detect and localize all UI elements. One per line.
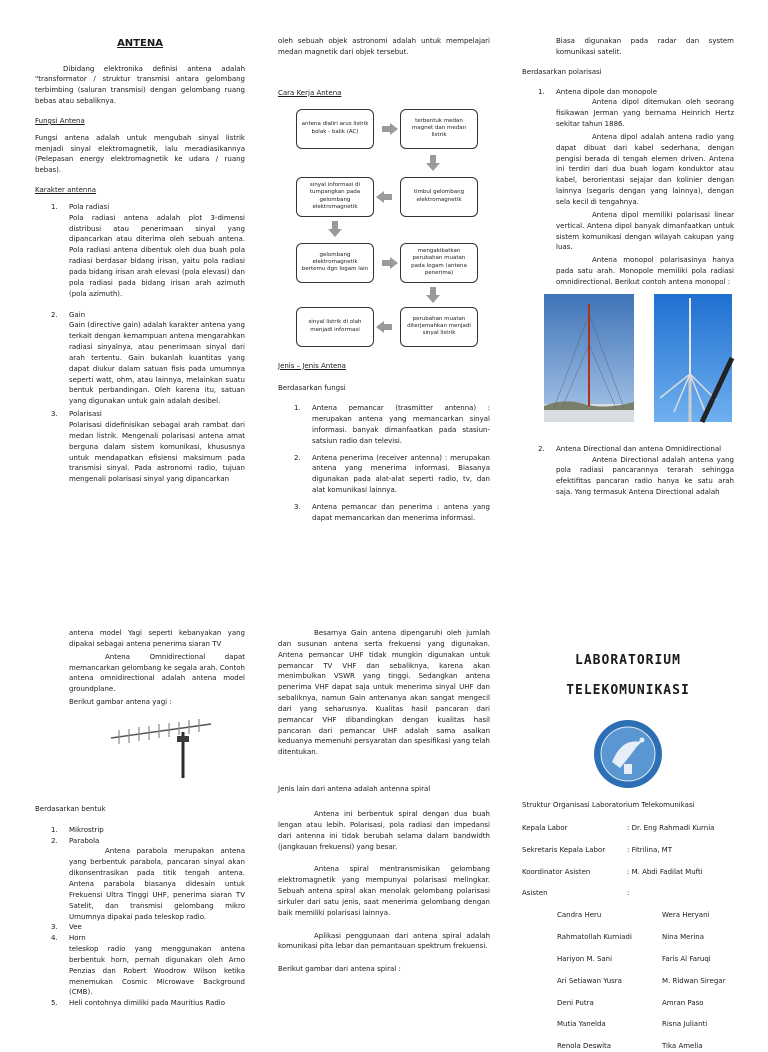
list-item bbox=[35, 310, 245, 408]
lab-title-line-1: LABORATORIUM bbox=[575, 653, 681, 668]
org-person: : M. Abdi Fadilat Mufti bbox=[627, 867, 703, 876]
list-item bbox=[278, 403, 490, 446]
tower-antenna-photo bbox=[544, 294, 634, 422]
arrow-right-icon bbox=[390, 257, 398, 269]
list-item bbox=[278, 502, 490, 524]
list-item-text: Antena parabola merupakan antena yang berbentuk parabola, pancaran sinyal akan dikonsentrasikan pada titik tengah antena. Antena parabola biasanya didesain untuk Frekuensi Ultra Tinggi UHF, penerima siaran TV Satelit, dan transmisi gelombang mikro Umumnya dipakai pada teleskop radio. bbox=[69, 847, 245, 921]
cara-kerja-heading: Cara Kerja Antena bbox=[278, 88, 342, 97]
spiral-paragraph-1: Antena ini berbentuk spiral dengan dua buah lengan atau lebih. Polarisasi, pola radiasi dan impedansi dari antenna ini tidak berubah selama dalam bandwidth (jangkauan frekuensi) yang besar. bbox=[278, 809, 490, 851]
asisten-name: Renola Deswita bbox=[557, 1042, 612, 1051]
karakter-heading: Karakter antenna bbox=[35, 186, 97, 195]
flow-diagram bbox=[278, 105, 490, 337]
list-item-title: Gain bbox=[69, 310, 86, 319]
jenis-heading: Jenis – Jenis Antena bbox=[278, 361, 346, 370]
polarisasi-subheading: Berdasarkan polarisasi bbox=[522, 67, 602, 76]
list-number: 2. bbox=[51, 310, 58, 319]
asisten-name: Mutia Yanelda bbox=[557, 1020, 606, 1029]
org-role: Koordinator Asisten bbox=[522, 867, 591, 876]
lab-logo bbox=[592, 718, 664, 790]
asisten-name: Wera Heryani bbox=[662, 911, 710, 920]
list-number: 3. bbox=[51, 923, 58, 932]
fungsi-paragraph: Fungsi antena adalah untuk mengubah sinyal listrik menjadi sinyal elektromagnetik, lalu meradiasikannya (Pelepasan energy elektromagnetik ke udara / ruang bebas). bbox=[35, 133, 245, 175]
list-number: 5. bbox=[51, 999, 58, 1008]
list-number: 1. bbox=[51, 825, 58, 834]
list-item bbox=[35, 846, 245, 922]
omnidirectional-paragraph: Antena Omnidirectional dapat memancarkan gelombang ke segala arah. Contoh antena omnidirectional adalah antena model groundplane. bbox=[69, 652, 245, 694]
spiral-paragraph-3: Aplikasi penggunaan dari antena spiral adalah komunikasi pita lebar dan pemantauan spektrum frekuensi. bbox=[278, 931, 490, 951]
fungsi-subheading: Berdasarkan fungsi bbox=[278, 384, 346, 393]
list-item bbox=[278, 453, 490, 496]
list-number: 1. bbox=[51, 202, 58, 211]
list-item-text: Antena pemancar (trasmitter antenna) : merupakan antena yang memancarkan sinyal informasi. banyak dimanfaatkan pada stasiun-satsiun radio dan televisi. bbox=[312, 404, 490, 445]
struktur-heading: Struktur Organisasi Laboratorium Telekomunikasi bbox=[522, 801, 695, 809]
list-item bbox=[35, 944, 245, 998]
monopol-paragraph: Antena monopol polarisasinya hanya pada satu arah. Monopole memiliki pola radiasi omnidirectional. Berikut contoh antena monopol : bbox=[556, 256, 734, 286]
list-item-text: Antena penerima (receiver antenna) : merupakan antena yang menerima informasi. Biasanya digunakan pada alat-alat seperti radio, tv, dan alat komunikasi lainnya. bbox=[312, 453, 490, 495]
fungsi-heading: Fungsi Antena bbox=[35, 116, 85, 125]
list-number: 2. bbox=[538, 444, 545, 453]
lab-title-line-2: TELEKOMUNIKASI bbox=[566, 683, 690, 698]
arrow-left-icon bbox=[376, 321, 384, 333]
asisten-name: Ari Setiawan Yusra bbox=[557, 976, 622, 985]
list-item bbox=[35, 836, 245, 847]
list-item-text: Antena Directional adalah antena yang pola radiasi pancarannya terarah sehingga efektifitas pancaran radio hanya ke satu arah saja. Yang termasuk Antena Directional adalah bbox=[556, 455, 734, 497]
list-item-text: Gain (directive gain) adalah karakter antena yang terkait dengan kemampuan antena mengarahkan radiasi sinyalnya, atau penerimaan sinyal dari arah tertentu. Gain bukanlah kuantitas yang dapat diukur dalam satuan fisis pada umumnya seperti watt, ohm, atau lainnya, melainkan suatu bentuk perbandingan. Oleh karena itu, satuan yang digunakan untuk gain adalah desibel. bbox=[69, 321, 245, 406]
arrow-left-icon bbox=[376, 191, 384, 203]
spiral-intro: Jenis lain dari antena adalah antenna spiral bbox=[278, 785, 431, 794]
org-row bbox=[522, 867, 734, 878]
column-6 bbox=[522, 646, 734, 1052]
list-item-title: Antena dipole dan monopole bbox=[556, 87, 658, 96]
column-3 bbox=[522, 36, 734, 504]
list-item-text: Vee bbox=[69, 923, 82, 932]
dipol-paragraph-3: Antena dipol memiliki polarisasi linear vertical. Antena dipol banyak dimanfaatkan untuk sistem komunikasi dengan wilayah cakupan yang luas. bbox=[556, 210, 734, 252]
fungsi-list bbox=[278, 403, 490, 523]
intro-paragraph: Dibidang elektronika definisi antena adalah "transformator / struktur transmisi antara gelombang terbimbing (saluran transmisi) dengan gelombang ruang bebas atau sebaliknya. bbox=[35, 64, 245, 106]
asisten-list bbox=[557, 910, 734, 1052]
column-1 bbox=[35, 36, 245, 491]
list-number: 2. bbox=[294, 453, 301, 462]
flow-step-1: antena dialiri arus listrik bolak - balik (AC) bbox=[296, 109, 374, 149]
list-item bbox=[522, 87, 734, 288]
list-item-text: Parabola bbox=[69, 836, 100, 845]
list-item bbox=[35, 922, 245, 933]
flow-step-2: terbentuk medan magnet dan medan listrik bbox=[400, 109, 478, 149]
bentuk-list bbox=[35, 825, 245, 1009]
yagi-antenna-photo bbox=[107, 712, 213, 778]
list-item-title: Pola radiasi bbox=[69, 202, 110, 211]
yagi-caption: Berikut gambar antena yagi : bbox=[69, 698, 172, 707]
column-2 bbox=[278, 36, 490, 530]
arrow-down-icon bbox=[328, 229, 342, 237]
flow-step-7: sinyal listrik di olah menjadi informasi bbox=[296, 307, 374, 347]
list-item bbox=[35, 825, 245, 836]
list-number: 2. bbox=[51, 836, 58, 845]
org-person: : Dr. Eng Rahmadi Kurnia bbox=[627, 823, 715, 832]
gain-paragraph: Besarnya Gain antena dipengaruhi oleh jumlah dan susunan antena serta frekuensi yang digunakan. Antena pemancar UHF tidak mungkin digunakan untuk pemancar TV VHF dan sebaliknya, karena akan menimbulkan VSWR yang tinggi. Sedangkan antena penerima VHF dapat saja untuk menerima sinyal UHF dan sebaliknya, namun Gain antenanya akan sangat mengecil dari yang seharusnya. Kualitas hasil pancaran dari pemancar VHF dibandingkan dengan kualitas hasil pancaran dari pemancar UHF adalah sama asalkan keduanya memenuhi persyaratan dan spesifikasi yang telah ditentukan. bbox=[278, 629, 490, 757]
column-5 bbox=[278, 628, 490, 984]
list-item-text: Polarisasi didefinisikan sebagai arah rambat dari medan listrik. Mengenali polarisasi antena amat berguna dalam sistem komunikasi, khususnya untuk mendapatkan efisiensi maksimum pada transmisi sinyal. Pada astronomi radio, tujuan mengenali polarisasi sinyal yang dipancarkan bbox=[69, 420, 245, 484]
arrow-right-icon bbox=[390, 123, 398, 135]
list-item bbox=[522, 444, 734, 498]
column-4 bbox=[35, 628, 245, 1009]
list-item-title: Antena Directional dan antena Omnidirectional bbox=[556, 444, 722, 453]
list-item bbox=[35, 933, 245, 944]
continuation-paragraph: Biasa digunakan pada radar dan system komunikasi satelit. bbox=[556, 37, 734, 56]
list-item bbox=[35, 998, 245, 1009]
bentuk-subheading: Berdasarkan bentuk bbox=[35, 804, 106, 813]
asisten-name: Deni Putra bbox=[557, 998, 594, 1007]
org-role: Sekretaris Kepala Labor bbox=[522, 845, 606, 854]
org-table bbox=[522, 823, 734, 899]
list-number: 4. bbox=[51, 934, 58, 943]
dipol-paragraph-1: Antena dipol ditemukan oleh seorang fisikawan Jerman yang bernama Heinrich Hertz sekitar tahun 1886. bbox=[556, 98, 734, 129]
org-person: : bbox=[627, 889, 630, 898]
list-number: 1. bbox=[538, 87, 545, 96]
flow-step-5: gelombang elektromagnetik bertemu dgn logam lain bbox=[296, 243, 374, 283]
list-item bbox=[35, 202, 245, 300]
list-number: 3. bbox=[51, 410, 58, 419]
asisten-name: Faris Al Faruqi bbox=[662, 954, 711, 963]
spiral-paragraph-2: Antena spiral mentransmisikan gelombang elektromagnetik yang mempunyai polarisasi melingkar. Sebuah antena spiral akan menolak gelombang polarisasi sirkuler dari satu jenis, saat menerima gelombang dengan baik memiliki polarisasi lainnya. bbox=[278, 865, 490, 917]
asisten-name: Rahmatollah Kurniadi bbox=[557, 933, 632, 942]
monopole-antenna-photo bbox=[654, 294, 732, 422]
org-role: Asisten bbox=[522, 889, 548, 898]
list-item-text: Antena pemancar dan penerima : antena yang dapat memancarkan dan menerima informasi. bbox=[312, 502, 490, 522]
karakter-list bbox=[35, 202, 245, 485]
list-item bbox=[35, 409, 245, 485]
list-item-text: teleskop radio yang menggunakan antena berbentuk horn, pernah digunakan oleh Arno Penzias dan Robert Woodrow Wilson ketika menemukan Cosmic Microwave Background (CMB). bbox=[69, 945, 245, 997]
flow-step-4: timbul gelombang elektromagnetik bbox=[400, 177, 478, 217]
org-row bbox=[522, 845, 734, 856]
asisten-name: M. Ridwan Siregar bbox=[662, 976, 726, 985]
list-item-text: Horn bbox=[69, 934, 86, 943]
flow-step-8: perubahan muatan diterjemahkan menjadi sinyal listrik bbox=[400, 307, 478, 347]
org-person: : Fitrilina, MT bbox=[627, 845, 672, 854]
asisten-name: Nina Merina bbox=[662, 933, 705, 942]
flow-step-3: sinyal informasi di tumpangkan pada gelombang elektromagnetik bbox=[296, 177, 374, 217]
arrow-down-icon bbox=[426, 295, 440, 303]
flow-step-6: mengakibatkan perubahan muatan pada logam (antena penerima) bbox=[400, 243, 478, 283]
list-number: 1. bbox=[294, 404, 301, 413]
continuation-paragraph: antena model Yagi seperti kebanyakan yang dipakai sebagai antena penerima siaran TV bbox=[69, 629, 245, 648]
asisten-name: Candra Heru bbox=[557, 911, 602, 920]
monopole-antenna-photos bbox=[522, 294, 734, 424]
continuation-paragraph: oleh sebuah objek astronomi adalah untuk mempelajari medan magnetik dari objek tersebut. bbox=[278, 37, 490, 56]
spiral-caption: Berikut gambar dari antena spiral : bbox=[278, 965, 401, 974]
dipol-paragraph-2: Antena dipol adalah antena radio yang dapat dibuat dari kabel sederhana, dengan pengisi berada di tengah elemen driven. Antena ini terdiri dari dua buah logam konduktor atau kabel, berorientasi sejajar dan kolinier dengan lainnya (segaris dengan yang lainnya), dengan sela kecil di tengahnya. bbox=[556, 132, 734, 206]
org-row bbox=[522, 823, 734, 834]
asisten-name: Tika Amelia bbox=[662, 1042, 703, 1051]
list-item-text: Heli contohnya dimiliki pada Mauritius Radio bbox=[69, 999, 226, 1008]
org-role: Kepala Labor bbox=[522, 823, 568, 832]
page-title: ANTENA bbox=[117, 38, 163, 49]
list-item-text: Mikrostrip bbox=[69, 825, 104, 834]
arrow-down-icon bbox=[426, 163, 440, 171]
list-item-text: Pola radiasi antena adalah plot 3-dimensi distribusi atau penerimaan sinyal yang dipancarkan atau diterima oleh sebuah antena. Pola radiasi antena dibentuk oleh dua buah pola radiasi berdasar bidang irisan, yaitu pola radiasi pada bidang irisan arah elevasi (pola elevasi) dan pola radiasi pada bidang irisan arah azimuth (pola azimuth). bbox=[69, 213, 245, 298]
asisten-name: Hariyon M. Sani bbox=[557, 954, 613, 963]
org-row bbox=[522, 888, 734, 899]
list-item-title: Polarisasi bbox=[69, 410, 102, 419]
asisten-name: Amran Paso bbox=[662, 998, 704, 1007]
asisten-name: Risna Julianti bbox=[662, 1020, 708, 1029]
list-number: 3. bbox=[294, 502, 301, 511]
